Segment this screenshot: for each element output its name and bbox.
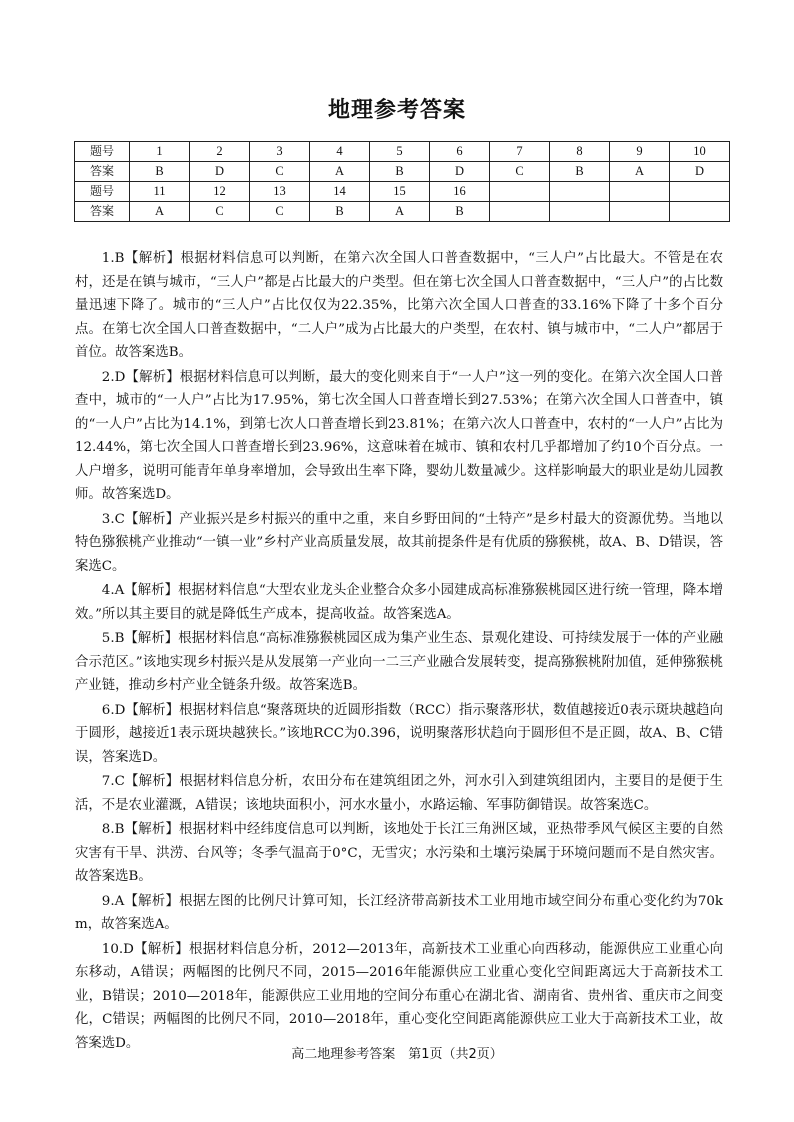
- answer-cell: A: [370, 202, 430, 222]
- header-label: 题号: [75, 182, 130, 202]
- question-number: 15: [370, 182, 430, 202]
- question-number: 3: [250, 142, 310, 162]
- question-number: 12: [190, 182, 250, 202]
- answer-cell: [550, 202, 610, 222]
- page-footer: 高二地理参考答案 第1页（共2页）: [291, 1047, 503, 1062]
- question-number: 16: [430, 182, 490, 202]
- answer-cell: B: [550, 162, 610, 182]
- table-row: [75, 142, 730, 162]
- question-number: [670, 182, 730, 202]
- question-number: 6: [430, 142, 490, 162]
- question-number: [490, 182, 550, 202]
- answer-cell: A: [310, 162, 370, 182]
- answer-cell: [670, 202, 730, 222]
- answer-cell: D: [190, 162, 250, 182]
- explanation-paragraph: 2.D【解析】根据材料信息可以判断，最大的变化则来自于“一人户”这一列的变化。在第六次全国人口普查中，城市的“一人户”占比为17.95%，第七次全国人口普查增长到27.53%；在第六次全国人口普查中，镇的“一人户”占比为14.1%，到第七次人口普查增长到23.81%；在第六次人口普查中，农村的“一人户”占比为12.44%，第七次全国人口普查增长到23.96%，这意味着在城市、镇和农村几乎都增加了约10个百分点。一人户增多，说明可能青年单身率增加，会导致出生率下降，婴幼儿数量减少。这样影响最大的职业是幼儿园教师。故答案选D。: [75, 369, 723, 502]
- explanation-paragraph: 8.B【解析】根据材料中经纬度信息可以判断，该地处于长江三角洲区域，亚热带季风气候区主要的自然灾害有干旱、洪涝、台风等；冬季气温高于0°C，无雪灾；水污染和土壤污染属于环境问题而不是自然灾害。故答案选B。: [75, 822, 723, 884]
- question-number: 13: [250, 182, 310, 202]
- explanation-paragraph: 6.D【解析】根据材料信息“聚落斑块的近圆形指数（RCC）指示聚落形状，数值越接近0表示斑块越趋向于圆形，越接近1表示斑块越狭长。”该地RCC为0.396，说明聚落形状趋向于圆形但不是正圆，故A、B、C错误，答案选D。: [75, 702, 723, 765]
- answer-cell: D: [670, 162, 730, 182]
- question-number: 4: [310, 142, 370, 162]
- answer-cell: A: [610, 162, 670, 182]
- answer-cell: D: [430, 162, 490, 182]
- question-number: [610, 182, 670, 202]
- answer-cell: C: [250, 162, 310, 182]
- explanation-paragraph: 10.D【解析】根据材料信息分析，2012—2013年，高新技术工业重心向西移动，能源供应工业重心向东移动，A错误；两幅图的比例尺不同，2015—2016年能源供应工业重心变化空间距离远大于高新技术工业，B错误；2010—2018年，能源供应工业用地的空间分布重心在湖北省、湖南省、贵州省、重庆市之间变化，C错误；两幅图的比例尺不同，2010—2018年，重心变化空间距离能源供应工业大于高新技术工业，故答案选D。: [75, 941, 723, 1051]
- answer-cell: [490, 202, 550, 222]
- explanations: [75, 247, 723, 1056]
- answer-label: 答案: [75, 162, 130, 182]
- page-title: 地理参考答案: [327, 98, 466, 123]
- question-number: 11: [130, 182, 190, 202]
- question-number: 10: [670, 142, 730, 162]
- answer-cell: B: [370, 162, 430, 182]
- answer-cell: [610, 202, 670, 222]
- question-number: 14: [310, 182, 370, 202]
- question-number: 9: [610, 142, 670, 162]
- answer-cell: B: [310, 202, 370, 222]
- table-row: [75, 202, 730, 222]
- table-row: [75, 182, 730, 202]
- answer-cell: C: [250, 202, 310, 222]
- answer-cell: C: [190, 202, 250, 222]
- answer-label: 答案: [75, 202, 130, 222]
- explanation-paragraph: 3.C【解析】产业振兴是乡村振兴的重中之重，来自乡野田间的“土特产”是乡村最大的资源优势。当地以特色猕猴桃产业推动“一镇一业”乡村产业高质量发展，故其前提条件是有优质的猕猴桃，故A、B、D错误，答案选C。: [75, 511, 723, 574]
- explanation-paragraph: 9.A【解析】根据左图的比例尺计算可知，长江经济带高新技术工业用地市域空间分布重心变化约为70km，故答案选A。: [75, 893, 723, 932]
- question-number: 7: [490, 142, 550, 162]
- answer-cell: B: [430, 202, 490, 222]
- explanation-paragraph: 7.C【解析】根据材料信息分析，农田分布在建筑组团之外，河水引入到建筑组团内，主要目的是便于生活，不是农业灌溉，A错误；该地块面积小，河水水量小，水路运输、军事防御错误。故答案选C。: [75, 774, 723, 813]
- question-number: 2: [190, 142, 250, 162]
- answer-cell: B: [130, 162, 190, 182]
- answer-cell: C: [490, 162, 550, 182]
- explanation-paragraph: 1.B【解析】根据材料信息可以判断，在第六次全国人口普查数据中，“三人户”占比最大。不管是在农村，还是在镇与城市，“三人户”都是占比最大的户类型。但在第七次全国人口普查数据中，“三人户”的占比数量迅速下降了。城市的“三人户”占比仅仅为22.35%，比第六次全国人口普查的33.16%下降了十多个百分点。在第七次全国人口普查数据中，“二人户”成为占比最大的户类型，在农村、镇与城市中，“二人户”都居于首位。故答案选B。: [75, 251, 723, 360]
- answer-cell: A: [130, 202, 190, 222]
- answer-table: [74, 141, 730, 222]
- question-number: 8: [550, 142, 610, 162]
- explanation-paragraph: 4.A【解析】根据材料信息“大型农业龙头企业整合众多小园建成高标准猕猴桃园区进行统一管理，降本增效。”所以其主要目的就是降低生产成本，提高收益。故答案选A。: [75, 583, 723, 622]
- question-number: 1: [130, 142, 190, 162]
- header-label: 题号: [75, 142, 130, 162]
- explanation-paragraph: 5.B【解析】根据材料信息“高标准猕猴桃园区成为集产业生态、景观化建设、可持续发展于一体的产业融合示范区。”该地实现乡村振兴是从发展第一产业向一二三产业融合发展转变，提高猕猴桃附加值，延伸猕猴桃产业链，推动乡村产业全链条升级。故答案选B。: [75, 631, 723, 693]
- table-row: [75, 162, 730, 182]
- question-number: [550, 182, 610, 202]
- question-number: 5: [370, 142, 430, 162]
